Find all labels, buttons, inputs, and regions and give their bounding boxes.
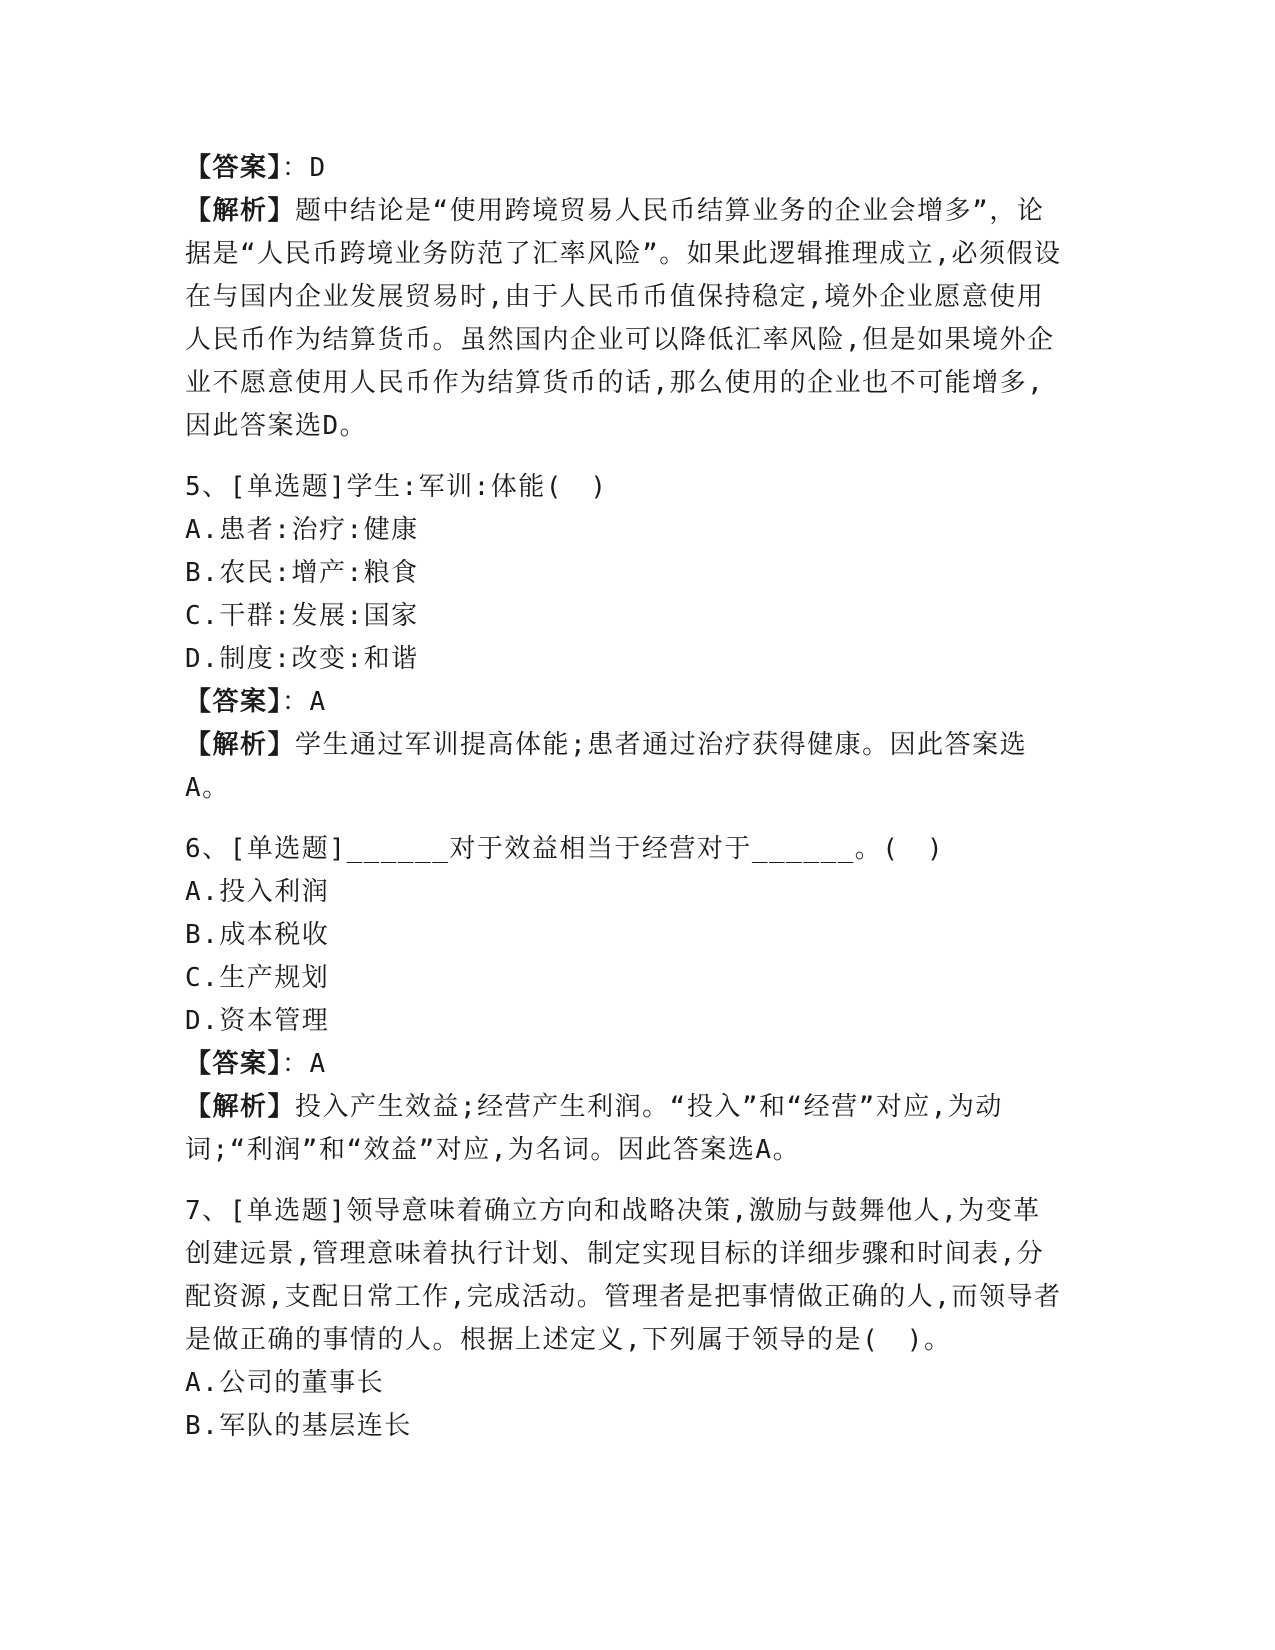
q6-stem: 6、[单选题]______对于效益相当于经营对于______。( ) — [185, 834, 945, 864]
answer-value: ：A — [282, 687, 327, 717]
analysis-text: 投入产生效益;经营产生利润。“投入”和“经营”对应,为动词;“利润”和“效益”对应,为名词。因此答案选A。 — [185, 1092, 1003, 1165]
q7-stem: 7、[单选题]领导意味着确立方向和战略决策,激励与鼓舞他人,为变革创建远景,管理意味着执行计划、制定实现目标的详细步骤和时间表,分配资源,支配日常工作,完成活动。管理者是把事情做正确的人,而领导者是做正确的事情的人。根据上述定义,下列属于领导的是( )。 — [185, 1196, 1062, 1355]
q6-analysis — [185, 1086, 1065, 1172]
q6-option-d: D.资本管理 — [185, 1006, 330, 1036]
answer-label: 【答案】 — [185, 1049, 283, 1079]
q4-answer — [185, 147, 1065, 190]
q5-option-c: C.干群:发展:国家 — [185, 601, 419, 631]
analysis-text: 学生通过军训提高体能;患者通过治疗获得健康。因此答案选A。 — [185, 730, 1028, 803]
analysis-label: 【解析】 — [185, 730, 296, 760]
q5-option-d: D.制度:改变:和谐 — [185, 644, 419, 674]
document-page — [185, 147, 1065, 1448]
q5-option-b: B.农民:增产:粮食 — [185, 558, 419, 588]
answer-value: ：D — [282, 153, 327, 183]
q5-option-a: A.患者:治疗:健康 — [185, 515, 419, 545]
answer-value: ：A — [282, 1049, 327, 1079]
q6-option-b: B.成本税收 — [185, 920, 330, 950]
analysis-label: 【解析】 — [185, 1092, 296, 1122]
q5-answer — [185, 681, 1065, 724]
analysis-label: 【解析】 — [185, 196, 296, 226]
analysis-text: 题中结论是“使用跨境贸易人民币结算业务的企业会增多”，论据是“人民币跨境业务防范了汇率风险”。如果此逻辑推理成立,必须假设在与国内企业发展贸易时,由于人民币币值保持稳定,境外企业愿意使用人民币作为结算货币。虽然国内企业可以降低汇率风险,但是如果境外企业不愿意使用人民币作为结算货币的话,那么使用的企业也不可能增多,因此答案选D。 — [185, 196, 1062, 441]
q7-option-a: A.公司的董事长 — [185, 1368, 385, 1398]
q6-option-c: C.生产规划 — [185, 963, 330, 993]
q5-analysis — [185, 724, 1065, 810]
answer-label: 【答案】 — [185, 153, 283, 183]
q5-stem: 5、[单选题]学生:军训:体能( ) — [185, 472, 608, 502]
q4-analysis — [185, 190, 1065, 448]
answer-label: 【答案】 — [185, 687, 283, 717]
q6-option-a: A.投入利润 — [185, 877, 330, 907]
q6-answer — [185, 1043, 1065, 1086]
q7-option-b: B.军队的基层连长 — [185, 1411, 412, 1441]
